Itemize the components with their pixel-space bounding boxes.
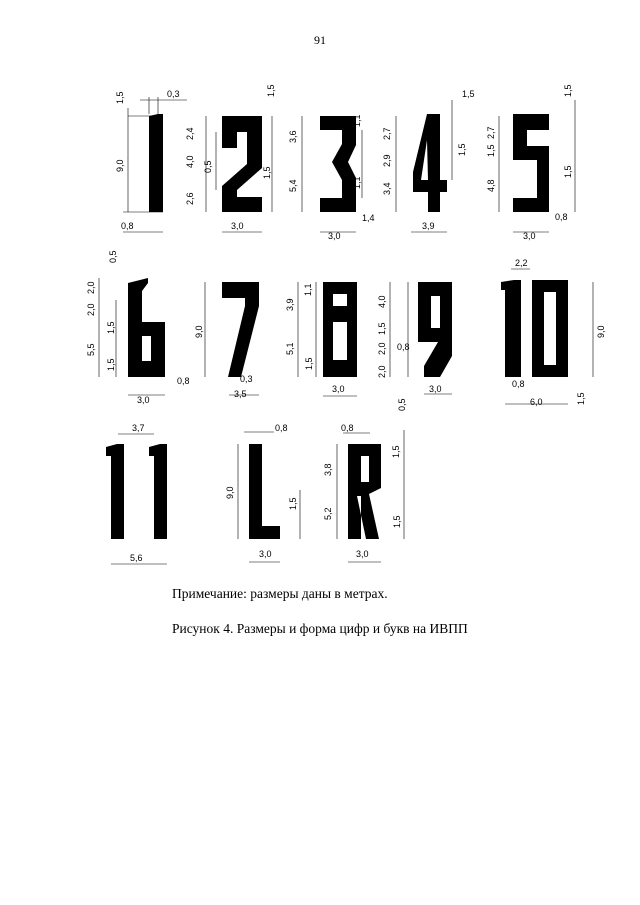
dim-R-d: 5,2	[323, 507, 333, 520]
dim-3-f: 3,0	[328, 231, 341, 241]
dim-1-b: 0,3	[167, 89, 180, 99]
glyph-1	[115, 89, 187, 232]
dim-3-a: 3,6	[288, 130, 298, 143]
glyph-9	[377, 282, 452, 411]
dim-9-e: 2,0	[377, 365, 387, 378]
dim-2-g: 3,0	[231, 221, 244, 231]
dim-2-c: 0,5	[203, 160, 213, 173]
dim-10-e: 1,5	[576, 392, 586, 405]
dim-3-b: 5,4	[288, 179, 298, 192]
dim-9-g: 3,0	[429, 384, 442, 394]
dim-5-c: 1,5	[486, 144, 496, 157]
glyph-L	[225, 423, 300, 562]
dim-1-c: 9,0	[115, 159, 125, 172]
dim-8-c: 5,1	[285, 342, 295, 355]
dim-10-d: 6,0	[530, 397, 543, 407]
dim-9-c: 2,0	[377, 342, 387, 355]
dim-9-a: 4,0	[377, 295, 387, 308]
glyph-11	[106, 423, 167, 564]
dim-11-a: 3,7	[132, 423, 145, 433]
dim-3-e: 1,4	[362, 213, 375, 223]
dim-10-b: 9,0	[596, 325, 606, 338]
dim-6-c: 2,0	[86, 281, 96, 294]
dim-2-f: 1,5	[262, 166, 272, 179]
dim-4-f: 3,9	[422, 221, 435, 231]
glyph-8	[285, 282, 357, 396]
dim-6-f: 1,5	[106, 358, 116, 371]
dim-6-a: 0,5	[108, 250, 118, 263]
dim-5-d: 4,8	[486, 179, 496, 192]
glyph-4	[382, 89, 475, 232]
dim-R-a: 0,8	[341, 423, 354, 433]
dim-4-a: 1,5	[462, 89, 475, 99]
dim-7-a: 9,0	[194, 325, 204, 338]
note-text: Примечание: размеры даны в метрах.	[172, 586, 388, 601]
dim-6-b: 2,0	[86, 303, 96, 316]
dim-8-d: 1,5	[304, 357, 314, 370]
dim-5-g: 3,0	[523, 231, 536, 241]
dim-5-f: 0,8	[555, 212, 568, 222]
dim-9-d: 0,8	[397, 342, 410, 352]
dim-8-e: 3,0	[332, 384, 345, 394]
dim-R-b: 3,8	[323, 463, 333, 476]
figure-caption: Рисунок 4. Размеры и форма цифр и букв на ИВПП	[172, 621, 468, 636]
dim-L-d: 3,0	[259, 549, 272, 559]
dim-6-e: 5,5	[86, 343, 96, 356]
dim-9-b: 1,5	[377, 322, 387, 335]
dim-6-h: 3,0	[137, 395, 150, 405]
dim-1-d: 0,8	[121, 221, 134, 231]
dim-3-d: 1,1	[352, 176, 362, 189]
dim-2-e: 1,5	[266, 84, 276, 97]
dim-L-c: 1,5	[288, 497, 298, 510]
dim-6-g: 0,8	[177, 376, 190, 386]
dim-10-a: 2,2	[515, 258, 528, 268]
dim-1-a: 1,5	[115, 91, 125, 104]
glyph-3	[288, 114, 375, 241]
dim-5-e: 1,5	[563, 165, 573, 178]
dim-2-a: 2,4	[185, 127, 195, 140]
dim-11-b: 5,6	[130, 553, 143, 563]
dim-2-d: 2,6	[185, 192, 195, 205]
glyph-7	[194, 282, 259, 399]
glyph-6	[86, 250, 190, 405]
dim-3-c: 1,1	[352, 114, 362, 127]
dim-R-e: 1,5	[392, 515, 402, 528]
dim-4-d: 3,4	[382, 182, 392, 195]
glyph-5	[486, 84, 575, 241]
glyph-R	[323, 423, 404, 562]
dim-7-b: 0,3	[240, 374, 253, 384]
dim-4-e: 1,5	[457, 143, 467, 156]
dim-2-b: 4,0	[185, 155, 195, 168]
dim-7-c: 3,5	[234, 389, 247, 399]
dim-5-b: 2,7	[486, 126, 496, 139]
dim-10-c: 0,8	[512, 379, 525, 389]
dim-6-d: 1,5	[106, 321, 116, 334]
dim-R-f: 3,0	[356, 549, 369, 559]
glyph-10	[501, 258, 606, 407]
glyph-2	[185, 84, 276, 232]
dim-4-b: 2,7	[382, 127, 392, 140]
dim-8-b: 1,1	[303, 283, 313, 296]
dim-9-f: 0,5	[397, 398, 407, 411]
dim-5-a: 1,5	[563, 84, 573, 97]
dim-8-a: 3,9	[285, 298, 295, 311]
dim-L-b: 9,0	[225, 486, 235, 499]
dim-L-a: 0,8	[275, 423, 288, 433]
dim-R-c: 1,5	[391, 445, 401, 458]
dim-4-c: 2,9	[382, 154, 392, 167]
page-number: 91	[314, 33, 326, 47]
